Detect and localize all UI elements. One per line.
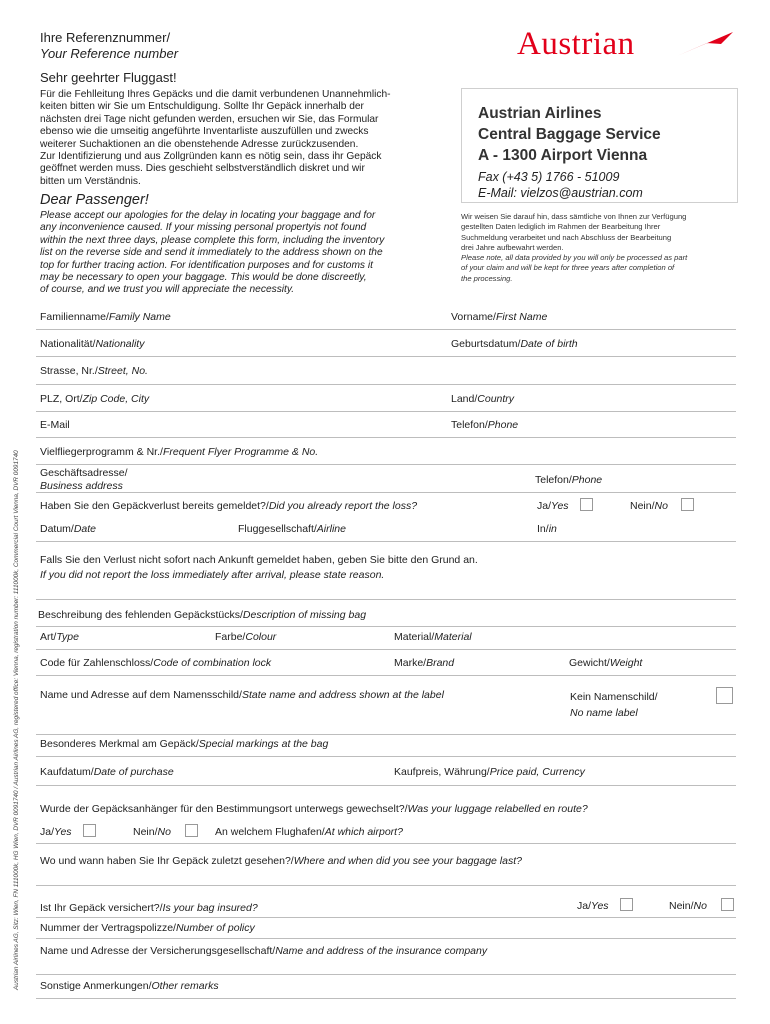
- street-field[interactable]: [36, 360, 736, 383]
- intro-en: [40, 210, 384, 297]
- purchase-date-field[interactable]: [36, 760, 386, 784]
- reported-no-label: Nein/No: [630, 500, 668, 512]
- reference-label-en: Your Reference number: [40, 46, 179, 61]
- which-airport-label: An welchem Flughafen/At which airport?: [215, 826, 403, 838]
- markings-label: Besonderes Merkmal am Gepäck/Special markings at the bag: [40, 738, 329, 750]
- greeting-de: Sehr geehrter Fluggast!: [40, 70, 177, 85]
- street-label: Strasse, Nr./Street, No.: [40, 365, 148, 377]
- no-tag-checkbox[interactable]: [716, 687, 733, 704]
- field-line: [36, 492, 736, 493]
- reported-yes-checkbox[interactable]: [580, 498, 593, 511]
- intro-de-line: bitten um Verständnis.: [40, 175, 141, 187]
- intro-en-line: may be necessary to open your baggage. This would be done discreetly,: [40, 272, 367, 284]
- intro-de-line: geöffnet werden muss. Dies geschieht selbstverständlich diskret und wir: [40, 163, 365, 175]
- remarks-field[interactable]: [260, 978, 736, 997]
- privacy-de-line: gestellten Daten lediglich im Rahmen der Bearbeitung Ihrer: [461, 222, 661, 232]
- in-label: In/in: [537, 523, 557, 535]
- relabelled-yes-label: Ja/Yes: [40, 826, 72, 838]
- bag-description-label: Beschreibung des fehlenden Gepäckstücks/Description of missing bag: [38, 609, 367, 621]
- airline-label: Fluggesellschaft/Airline: [238, 523, 346, 535]
- insurer-field[interactable]: [36, 960, 736, 973]
- reference-label: [40, 30, 178, 62]
- field-line: [36, 917, 736, 918]
- field-line: [36, 464, 736, 465]
- reported-label: Haben Sie den Gepäckverlust bereits gemeldet?/Did you already report the loss?: [40, 500, 418, 512]
- privacy-en-line: Please note, all data provided by you will only be processed as part: [461, 253, 688, 263]
- intro-de-line: nächsten drei Tage nicht gefunden werden, ersuchen wir Sie, das Formular: [40, 113, 379, 125]
- insured-no-checkbox[interactable]: [721, 898, 734, 911]
- material-field[interactable]: [394, 628, 736, 648]
- airline-field[interactable]: [238, 518, 528, 540]
- field-line: [36, 734, 736, 735]
- family-name-label: Familienname/Family Name: [40, 311, 171, 323]
- remarks-label: Sonstige Anmerkungen/Other remarks: [40, 980, 219, 992]
- nationality-field[interactable]: [36, 333, 446, 355]
- reported-yes-label: Ja/Yes: [537, 500, 569, 512]
- intro-de-line: Für die Fehlleitung Ihres Gepäcks und die damit verbundenen Unannehmlich-: [40, 89, 391, 100]
- price-field[interactable]: [394, 760, 736, 784]
- reason-label-de: Falls Sie den Verlust nicht sofort nach Ankunft gemeldet haben, geben Sie bitte den Grund an.: [40, 554, 478, 566]
- phone-field[interactable]: [451, 414, 736, 436]
- field-line: [36, 885, 736, 886]
- insured-yes-checkbox[interactable]: [620, 898, 633, 911]
- business-label-de: Geschäftsadresse/: [40, 467, 128, 479]
- reference-label-de: Ihre Referenznummer/: [40, 30, 171, 45]
- field-line: [36, 998, 736, 999]
- country-label: Land/Country: [451, 393, 515, 405]
- field-line: [36, 675, 736, 676]
- field-line: [36, 384, 736, 385]
- zip-city-field[interactable]: [36, 388, 446, 410]
- reported-no-checkbox[interactable]: [681, 498, 694, 511]
- policy-field[interactable]: [300, 920, 736, 937]
- nationality-label: Nationalität/Nationality: [40, 338, 145, 350]
- insured-yes-label: Ja/Yes: [577, 900, 609, 912]
- relabelled-no-label: Nein/No: [133, 826, 171, 838]
- dob-field[interactable]: [451, 333, 736, 355]
- business-phone-field[interactable]: [535, 466, 736, 491]
- field-line: [36, 329, 736, 330]
- field-line: [36, 356, 736, 357]
- intro-en-line: within the next three days, please complete this form, including the inventory: [40, 234, 385, 246]
- field-line: [36, 599, 736, 600]
- privacy-notice: [461, 212, 687, 284]
- ffp-label: Vielfliegerprogramm & Nr./Frequent Flyer Programme & No.: [40, 446, 319, 458]
- purchase-date-label: Kaufdatum/Date of purchase: [40, 766, 174, 778]
- dob-label: Geburtsdatum/Date of birth: [451, 338, 578, 350]
- no-tag-label: [570, 689, 658, 721]
- family-name-field[interactable]: [36, 306, 446, 328]
- intro-en-line: list on the reverse side and send it immediately to the address shown on the: [40, 247, 383, 259]
- logo-wordmark: Austrian: [517, 26, 635, 62]
- material-label: Material/Material: [394, 631, 472, 643]
- email-label: E-Mail: [40, 419, 70, 431]
- ffp-field[interactable]: [36, 441, 736, 463]
- field-line: [36, 411, 736, 412]
- privacy-de-line: Wir weisen Sie darauf hin, dass sämtliche von Ihnen zur Verfügung: [461, 212, 687, 221]
- email-field[interactable]: [36, 414, 446, 436]
- address-line-2: Central Baggage Service: [478, 126, 661, 143]
- privacy-en-line: the processing.: [461, 273, 513, 283]
- name-tag-field[interactable]: [36, 704, 556, 734]
- business-phone-label: Telefon/Phone: [535, 474, 603, 486]
- relabelled-label: Wurde der Gepäcksanhänger für den Bestimmungsort unterwegs gewechselt?/Was your luggage relabelled en route?: [40, 803, 588, 815]
- first-name-field[interactable]: [451, 306, 736, 328]
- phone-label: Telefon/Phone: [451, 419, 519, 431]
- relabelled-yes-checkbox[interactable]: [83, 824, 96, 837]
- address-fax: Fax (+43 5) 1766 - 51009: [478, 170, 620, 184]
- address-box: [461, 88, 738, 203]
- privacy-en-line: of your claim and will be kept for three years after completion of: [461, 263, 675, 273]
- type-label: Art/Type: [40, 631, 79, 643]
- name-tag-label: Name und Adresse auf dem Namensschild/State name and address shown at the label: [40, 689, 444, 701]
- which-airport-field[interactable]: [440, 822, 736, 842]
- colour-label: Farbe/Colour: [215, 631, 277, 643]
- no-tag-label-de: Kein Namenschild/: [570, 691, 658, 703]
- intro-en-line: top for further tracing action. For identification purposes and for customs it: [40, 259, 373, 271]
- brand-label: Marke/Brand: [394, 657, 455, 669]
- policy-label: Nummer der Vertragspolizze/Number of policy: [40, 922, 255, 934]
- logo-arrow-icon: [677, 30, 733, 60]
- intro-en-line: Please accept our apologies for the delay in locating your baggage and for: [40, 210, 376, 221]
- date-field[interactable]: [36, 518, 231, 540]
- intro-de-line: weiterer Suchaktionen an die obenstehende Adresse zurückzusenden.: [40, 138, 359, 150]
- relabelled-no-checkbox[interactable]: [185, 824, 198, 837]
- intro-de-line: keiten bitten wir Sie um Entschuldigung. Sollte Ihr Gepäck innerhalb der: [40, 101, 364, 113]
- insured-no-label: Nein/No: [669, 900, 707, 912]
- privacy-de-line: drei Jahre aufbewahrt werden.: [461, 242, 564, 252]
- address-line-3: A - 1300 Airport Vienna: [478, 147, 648, 164]
- greeting-en: Dear Passenger!: [40, 192, 149, 208]
- in-field[interactable]: [537, 518, 736, 540]
- business-label-en: Business address: [40, 480, 123, 492]
- intro-de-line: ebenso wie die umseitig angeführte Inventarliste auszufüllen und zwecks: [40, 126, 369, 138]
- markings-field[interactable]: [36, 736, 736, 755]
- address-email: E-Mail: vielzos@austrian.com: [478, 186, 643, 200]
- insurer-label: Name und Adresse der Versicherungsgesellschaft/Name and address of the insurance company: [40, 945, 488, 957]
- type-field[interactable]: [36, 628, 208, 648]
- date-label: Datum/Date: [40, 523, 97, 535]
- country-field[interactable]: [451, 388, 736, 410]
- zip-city-label: PLZ, Ort/Zip Code, City: [40, 393, 150, 405]
- weight-label: Gewicht/Weight: [569, 657, 643, 669]
- field-line: [36, 756, 736, 757]
- field-line: [36, 938, 736, 939]
- price-label: Kaufpreis, Währung/Price paid, Currency: [394, 766, 585, 778]
- austrian-logo: [517, 26, 635, 63]
- field-line: [36, 541, 736, 542]
- last-seen-field[interactable]: [36, 870, 736, 884]
- lock-code-label: Code für Zahlenschloss/Code of combination lock: [40, 657, 272, 669]
- field-line: [36, 974, 736, 975]
- weight-field[interactable]: [569, 652, 736, 674]
- lock-code-field[interactable]: [36, 652, 386, 674]
- field-line: [36, 843, 736, 844]
- intro-en-line: of course, and we trust you will appreciate the necessity.: [40, 284, 295, 296]
- intro-en-line: any inconvenience caused. If your missing personal propertyis not found: [40, 222, 367, 234]
- business-address-field[interactable]: [36, 466, 526, 491]
- reason-field[interactable]: [36, 582, 736, 598]
- no-tag-label-en: No name label: [570, 707, 638, 719]
- field-line: [36, 437, 736, 438]
- insured-label: Ist Ihr Gepäck versichert?/Is your bag insured?: [40, 902, 258, 914]
- address-line-1: Austrian Airlines: [478, 105, 602, 122]
- last-seen-label: Wo und wann haben Sie Ihr Gepäck zuletzt gesehen?/Where and when did you see your baggage last?: [40, 855, 522, 867]
- side-legal-text: Austrian Airlines AG, Sitz: Wien, FN 111000k, HG Wien, DVR 0091740 / Austrian Airlines AG, registered office: Vienna, registration number: 111000k, Commercial Court Vienna, DVR 0091740: [13, 450, 20, 990]
- privacy-de-line: Suchmeldung verarbeitet und nach Abschluss der Bearbeitung: [461, 232, 672, 242]
- brand-field[interactable]: [394, 652, 562, 674]
- intro-de: [40, 89, 391, 188]
- intro-de-line: Zur Identifizierung und aus Zollgründen kann es nötig sein, dass ihr Gepäck: [40, 151, 382, 163]
- field-line: [36, 785, 736, 786]
- reason-label-en: If you did not report the loss immediately after arrival, please state reason.: [40, 569, 385, 581]
- first-name-label: Vorname/First Name: [451, 311, 548, 323]
- field-line: [36, 649, 736, 650]
- field-line: [36, 626, 736, 627]
- colour-field[interactable]: [215, 628, 387, 648]
